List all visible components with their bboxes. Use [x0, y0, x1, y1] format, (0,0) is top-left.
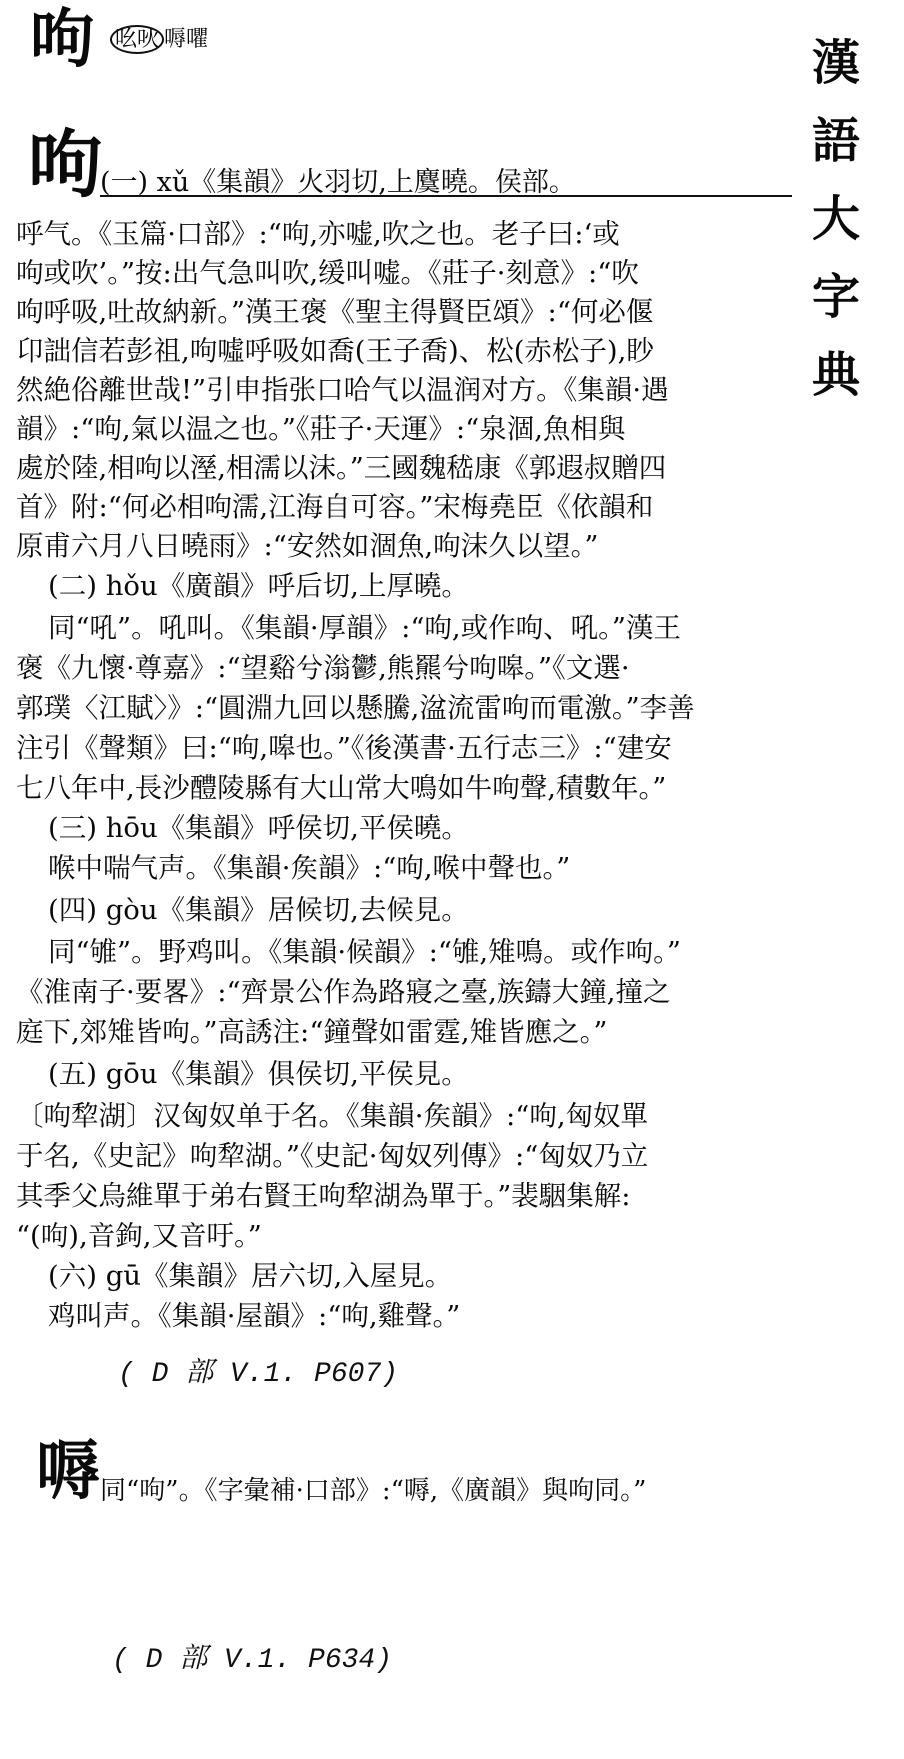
body-line: 同“雊”。野鸡叫。《集韻·候韻》:“雊,雉鳴。或作呴。” — [48, 936, 681, 968]
body-line: 〔呴犂湖〕汉匈奴单于名。《集韻·矦韻》:“呴,匈奴單 — [16, 1100, 649, 1132]
handwritten-reference: ( D 部 V.1. P607) — [118, 1359, 399, 1390]
body-line: 原甫六月八日曉雨》:“安然如涸魚,呴沫久以望。” — [16, 530, 599, 562]
body-line: 鸡叫声。《集韻·屋韻》:“呴,雞聲。” — [48, 1300, 461, 1332]
body-line: 韻》:“呴,氣以温之也。”《莊子·天運》:“泉涸,魚相與 — [16, 413, 626, 445]
body-line: 呼气。《玉篇·口部》:“呴,亦嘘,吹之也。老子曰:‘或 — [16, 218, 620, 250]
sense-heading: (六) gū《集韻》居六切,入屋見。 — [48, 1260, 453, 1292]
body-line: 同“吼”。吼叫。《集韻·厚韻》:“呴,或作呴、吼。”漢王 — [48, 612, 681, 644]
body-line: 郭璞〈江賦〉》:“圓淵九回以懸騰,湓流雷呴而電激。”李善 — [16, 692, 695, 724]
body-line: 于名,《史記》呴犂湖。”《史記·匈奴列傳》:“匈奴乃立 — [16, 1140, 649, 1172]
dictionary-title: 漢語大字典 — [811, 35, 860, 403]
body-line: 注引《聲類》曰:“呴,嗥也。”《後漢書·五行志三》:“建安 — [16, 732, 672, 764]
body-line: 褒《九懷·尊嘉》:“望谿兮滃鬱,熊羆兮呴嗥。”《文選· — [16, 652, 630, 684]
body-line: 七八年中,長沙醴陵縣有大山常大鳴如牛呴聲,積數年。” — [16, 772, 667, 804]
sense-heading: (五) gōu《集韻》俱侯切,平侯見。 — [48, 1058, 469, 1090]
entry-headword: 嗕 — [36, 1434, 100, 1509]
plain-variants: 嗕㘗 — [164, 27, 209, 52]
sense-1-heading: (一) xǔ《集韻》火羽切,上麌曉。侯部。 — [100, 167, 576, 198]
heading-rule — [100, 195, 792, 197]
body-line: 卬詘信若彭祖,呴噓呼吸如喬(王子喬)、松(赤松子),眇 — [16, 335, 654, 367]
body-line: 然絶俗離世哉!”引申指张口哈气以温润对方。《集韻·遇 — [16, 374, 669, 406]
header-headword: 呴 — [30, 2, 94, 77]
body-line: 呴或吹’。”按:出气急叫吹,缓叫嘘。《莊子·刻意》:“吹 — [16, 257, 639, 289]
sense-heading: (三) hōu《集韻》呼侯切,平侯曉。 — [48, 812, 469, 844]
body-line: 首》附:“何必相呴濡,江海自可容。”宋梅堯臣《依韻和 — [16, 491, 654, 523]
body-line: “(呴),音鉤,又音吁。” — [16, 1220, 262, 1252]
body-line: 《淮南子·要畧》:“齊景公作為路寢之臺,族鑄大鐘,撞之 — [16, 976, 671, 1008]
sense-heading: (二) hǒu《廣韻》呼后切,上厚曉。 — [48, 570, 469, 602]
entry-definition: 同“呴”。《字彙補·口部》:“嗕,《廣韻》與呴同。” — [100, 1476, 647, 1506]
circled-variants: 吆吙 — [110, 25, 164, 54]
handwritten-reference: ( D 部 V.1. P634) — [112, 1645, 393, 1676]
body-line: 處於陸,相呴以溼,相濡以沫。”三國魏嵇康《郭遐叔贈四 — [16, 452, 667, 484]
entry-headword: 呴 — [28, 122, 102, 208]
header-variant-forms — [110, 22, 208, 53]
body-line: 呴呼吸,吐故納新。”漢王褒《聖主得賢臣頌》:“何必偃 — [16, 296, 654, 328]
body-line: 庭下,郊雉皆呴。”高誘注:“鐘聲如雷霆,雉皆應之。” — [16, 1016, 608, 1048]
sense-heading: (四) gòu《集韻》居候切,去候見。 — [48, 894, 469, 926]
body-line: 其季父烏維單于弟右賢王呴犂湖為單于。”裴駰集解: — [16, 1180, 631, 1212]
body-line: 喉中喘气声。《集韻·矦韻》:“呴,喉中聲也。” — [48, 852, 571, 884]
